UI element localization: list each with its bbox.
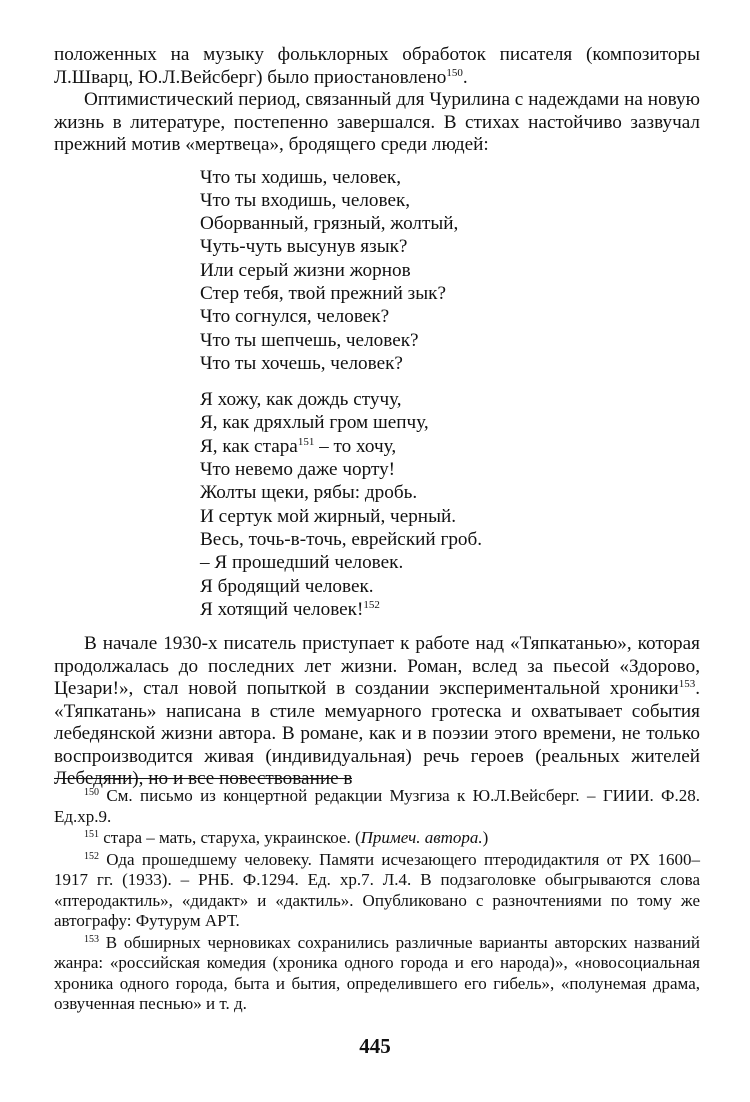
footnotes — [54, 786, 700, 1015]
paragraph-tail: . — [462, 66, 468, 88]
poem-line: Что согнулся, человек? — [200, 306, 390, 328]
poem-line: Оборванный, грязный, жолтый, — [200, 213, 459, 235]
footnote-emphasis: Примеч. автора. — [360, 828, 483, 847]
paragraph-intro: Оптимистический период, связанный для Чурилина с надеждами на новую жизнь в литературе, постепенно завершался. В стихах настойчиво зазвучал прежний мотив «мертвеца», бродящего среди людей: — [54, 89, 700, 155]
footnote-ref-151: 151 — [297, 435, 315, 448]
poem-line: Я, как дряхлый гром шепчу, — [200, 412, 429, 434]
paragraph-text: В начале 1930-х писатель приступает к работе над «Тяпкатанью», которая продолжалась до последних лет жизни. Роман, вслед за пьесой «Здорово, Цезари!», стал новой попыткой в создании экспериментальной хроники — [54, 633, 700, 700]
footnote-text: ) — [482, 828, 489, 847]
poem-line: Что ты шепчешь, человек? — [200, 329, 419, 351]
footnote-ref-153: 153 — [678, 678, 696, 691]
footnote-text: Ода прошедшему человеку. Памяти исчезающего птеродидактиля от РХ 1600–1917 гг. (1933). – РНБ. Ф.1294. Ед. хр.7. Л.4. В подзаголовке обыгрываются слова «птеродактиль», «дидакт» и «дактиль». Опубликовано с разночтениями по тому же автографу: Футурум АРТ. — [54, 849, 700, 930]
footnote-number: 150 — [84, 787, 99, 798]
footnote-151 — [54, 828, 700, 849]
page-number: 445 — [359, 1034, 391, 1058]
paragraph-novel — [54, 633, 700, 791]
footnote-divider — [54, 778, 352, 779]
paragraph-continued — [54, 44, 700, 89]
footnote-ref-150: 150 — [446, 66, 463, 79]
footnote-ref-152: 152 — [363, 598, 380, 611]
paragraph-text: положенных на музыку фольклорных обработок писателя (композиторы Л.Шварц, Ю.Л.Вейсберг) было приостановлено — [54, 44, 700, 88]
poem-line: Жолты щеки, рябы: дробь. — [200, 482, 418, 504]
poem-line: Я бродящий человек. — [200, 575, 374, 597]
poem-line: Что ты ходишь, человек, — [200, 166, 402, 188]
poem-line: Что невемо даже чорту! — [200, 459, 396, 481]
poem-line: Стер тебя, твой прежний зык? — [200, 282, 446, 304]
poem-stanza-2 — [200, 388, 700, 621]
footnote-150 — [54, 786, 700, 827]
poem-line: Я хожу, как дождь стучу, — [200, 389, 402, 411]
footnote-153 — [54, 933, 700, 1015]
footnote-text: См. письмо из концертной редакции Музгиза к Ю.Л.Вейсберг. – ГИИИ. Ф.28. Ед.хр.9. — [54, 786, 700, 826]
poem-line: Или серый жизни жорнов — [200, 259, 411, 281]
footnote-number: 152 — [84, 850, 99, 862]
paragraph-text: . «Тяпкатань» написана в стиле мемуарного гротеска и охватывает события лебедянской жизни автора. В романе, как и в поэзии этого времени, не только воспроизводится живая (индивидуальная) речь героев (реальных жителей Лебедяни), но и все повествование в — [54, 678, 700, 790]
footnote-text: В обширных черновиках сохранились различные варианты авторских названий жанра: «российская комедия (хроника одного города и его народа)», «новосоциальная хроника одного города, быта и бытия, определившего его гибель», «полунемая драма, озвученная песнью» и т. д. — [54, 932, 700, 1013]
footnote-text: стара – мать, старуха, украинское. ( — [99, 828, 361, 847]
poem-line: Весь, точь-в-точь, еврейский гроб. — [200, 528, 483, 550]
poem-line: Чуть-чуть высунув язык? — [200, 236, 408, 258]
poem — [200, 166, 700, 622]
poem-line-text: Я, как стара — [200, 435, 298, 457]
poem-line — [200, 435, 700, 458]
poem-line-text: Я хотящий человек! — [200, 598, 364, 620]
poem-line: – Я прошедший человек. — [200, 552, 404, 574]
footnote-number: 151 — [84, 829, 99, 840]
poem-line: Что ты хочешь, человек? — [200, 352, 403, 374]
main-text — [54, 44, 700, 791]
poem-line — [200, 598, 700, 621]
poem-line-text: – то хочу, — [314, 435, 397, 457]
footnote-number: 153 — [84, 933, 99, 945]
footnote-152 — [54, 850, 700, 932]
poem-line: И сертук мой жирный, черный. — [200, 505, 457, 527]
poem-stanza-1 — [200, 166, 700, 376]
poem-line: Что ты входишь, человек, — [200, 189, 411, 211]
